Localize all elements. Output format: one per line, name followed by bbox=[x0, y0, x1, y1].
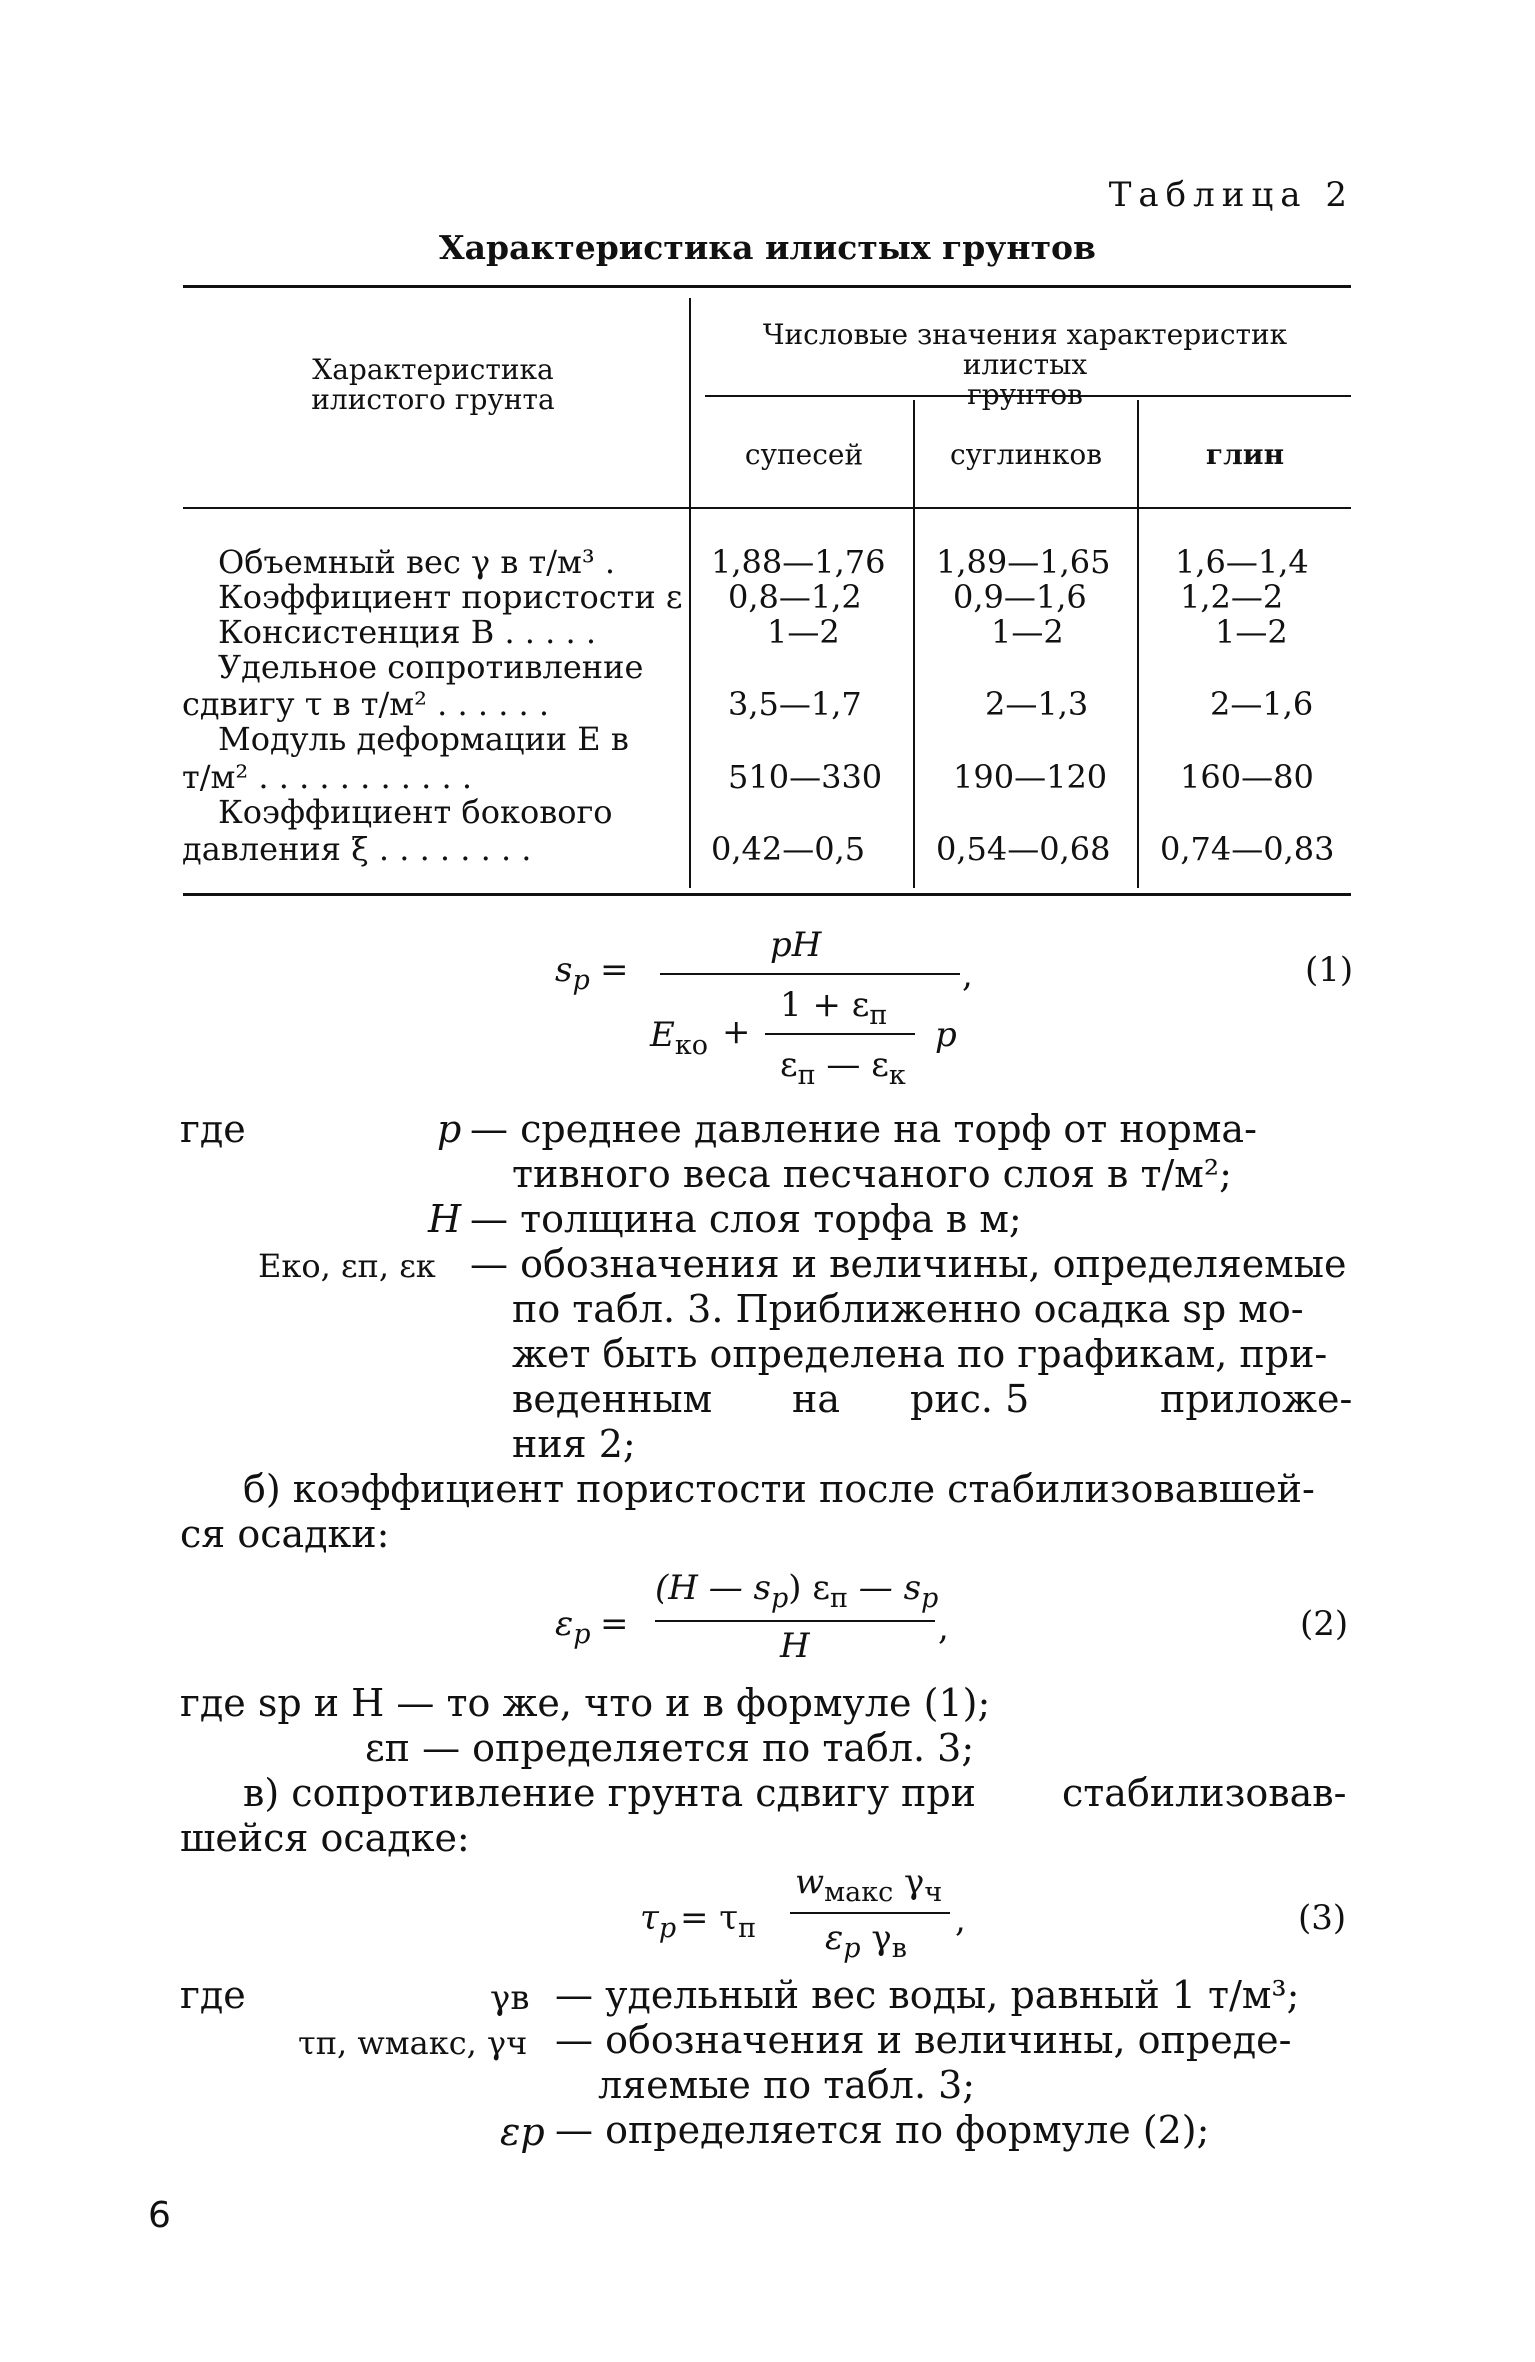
formula2-denominator: H bbox=[780, 1626, 810, 1666]
cell-value: 0,8—1,2 bbox=[728, 578, 862, 616]
header-line: илистого грунта bbox=[311, 383, 555, 416]
definition-e-cont: на bbox=[792, 1377, 840, 1421]
formula2-number: (2) bbox=[1300, 1604, 1349, 1644]
subscript: макс bbox=[824, 1876, 894, 1908]
cell-value: 1—2 bbox=[991, 613, 1064, 651]
definition-e-cont: жет быть определена по графикам, при- bbox=[512, 1332, 1328, 1376]
cell-value: 0,9—1,6 bbox=[953, 578, 1087, 616]
table-subheader-glina: глин bbox=[1205, 438, 1285, 471]
table-header-group bbox=[700, 320, 1350, 410]
formula2-eq: = bbox=[600, 1604, 629, 1644]
formula2-comma: , bbox=[938, 1608, 949, 1648]
formula1-inner-num bbox=[780, 985, 887, 1031]
row-label: давления ξ . . . . . . . . bbox=[182, 830, 532, 868]
cell-value: 1,88—1,76 bbox=[711, 543, 886, 581]
expr: ε bbox=[825, 1918, 844, 1958]
formula2-bar bbox=[655, 1620, 935, 1622]
expr: w bbox=[795, 1862, 825, 1902]
formula1-main-bar bbox=[660, 973, 960, 975]
symbol: E bbox=[650, 1015, 675, 1055]
symbol-ep: εp bbox=[500, 2110, 545, 2154]
cell-value: 510—330 bbox=[728, 758, 883, 796]
subscript: p bbox=[572, 964, 590, 996]
symbol: s bbox=[555, 950, 573, 990]
cell-value: 1,89—1,65 bbox=[936, 543, 1111, 581]
paragraph-b: б) коэффициент пористости после стабилизовавшей- bbox=[243, 1467, 1315, 1511]
subscript: п bbox=[738, 1912, 757, 1944]
row-label: Консистенция B . . . . . bbox=[218, 613, 596, 651]
symbol: τ bbox=[640, 1898, 659, 1938]
definition-e-cont: рис. 5 bbox=[910, 1377, 1030, 1421]
symbol-p: p bbox=[437, 1107, 462, 1151]
symbol-h: H bbox=[428, 1197, 462, 1241]
subscript: p bbox=[658, 1912, 677, 1944]
table-header-first-col bbox=[183, 355, 683, 415]
definition-e: — обозначения и величины, определяемые bbox=[470, 1242, 1347, 1286]
cell-value: 190—120 bbox=[953, 758, 1108, 796]
formula1-lhs bbox=[555, 950, 590, 996]
formula3-comma: , bbox=[955, 1900, 966, 1940]
formula3-numerator bbox=[795, 1862, 942, 1908]
page-number: 6 bbox=[148, 2195, 171, 2236]
subscript: к bbox=[888, 1059, 906, 1091]
definition-h: — толщина слоя торфа в м; bbox=[470, 1197, 1022, 1241]
cell-value: 160—80 bbox=[1180, 758, 1314, 796]
formula1-inner-den bbox=[780, 1045, 906, 1091]
table-col-divider bbox=[913, 400, 915, 888]
subscript: p bbox=[573, 1618, 591, 1650]
formula1-plus: + bbox=[722, 1012, 751, 1052]
formula1-p: p bbox=[935, 1015, 957, 1055]
subscript: p bbox=[921, 1582, 939, 1614]
definition-e-cont: веденным bbox=[512, 1377, 713, 1421]
definition-p-cont: тивного веса песчаного слоя в т/м²; bbox=[512, 1152, 1232, 1196]
paragraph-v: стабилизовав- bbox=[1062, 1771, 1347, 1815]
definition-e-cont: приложе- bbox=[1160, 1377, 1353, 1421]
row-label: т/м² . . . . . . . . . . . bbox=[182, 758, 472, 796]
table-header-rule bbox=[183, 507, 1351, 509]
table-col-divider bbox=[1137, 400, 1139, 888]
paragraph-b-cont: ся осадки: bbox=[180, 1512, 390, 1556]
cell-value: 1,6—1,4 bbox=[1175, 543, 1309, 581]
expr: — ε bbox=[815, 1045, 889, 1085]
cell-value: 0,54—0,68 bbox=[936, 830, 1111, 868]
table-col-divider bbox=[689, 298, 691, 888]
definition-tau: — обозначения и величины, опреде- bbox=[555, 2018, 1292, 2062]
cell-value: 1—2 bbox=[1215, 613, 1288, 651]
expr: γ bbox=[893, 1862, 925, 1902]
table-subheader-suglinok: суглинков bbox=[949, 438, 1103, 471]
subscript: ч bbox=[924, 1876, 943, 1908]
symbol-e: Eко, εп, εк bbox=[258, 1247, 436, 1285]
where-line: где sp и H — то же, что и в формуле (1); bbox=[180, 1681, 991, 1725]
row-label: сдвигу τ в т/м² . . . . . . bbox=[182, 685, 550, 723]
cell-value: 0,74—0,83 bbox=[1160, 830, 1335, 868]
subscript: п bbox=[869, 999, 888, 1031]
expr: 1 + ε bbox=[780, 985, 870, 1025]
expr: ) ε bbox=[788, 1568, 830, 1608]
table-number-label: Таблица 2 bbox=[1108, 175, 1354, 215]
row-label: Удельное сопротивление bbox=[218, 648, 644, 686]
where-label: где bbox=[180, 1973, 246, 2017]
expr: = τ bbox=[680, 1898, 739, 1938]
where-line: εп — определяется по табл. 3; bbox=[365, 1726, 975, 1770]
cell-value: 2—1,3 bbox=[985, 685, 1089, 723]
expr: (H — s bbox=[655, 1568, 771, 1608]
formula3-number: (3) bbox=[1298, 1898, 1347, 1938]
table-subheader-supes: супесей bbox=[744, 438, 864, 471]
formula1-inner-bar bbox=[765, 1033, 915, 1035]
formula3-eq bbox=[680, 1898, 756, 1944]
formula1-numerator: pH bbox=[770, 925, 822, 965]
subscript: в bbox=[891, 1932, 907, 1964]
formula3-lhs bbox=[640, 1898, 676, 1944]
formula1-eq: = bbox=[600, 950, 629, 990]
paragraph-v: в) сопротивление грунта сдвигу при bbox=[243, 1771, 976, 1815]
definition-e-cont: ния 2; bbox=[512, 1422, 636, 1466]
where-label: где bbox=[180, 1107, 246, 1151]
cell-value: 1—2 bbox=[767, 613, 840, 651]
expr: — s bbox=[847, 1568, 922, 1608]
table-bottom-rule bbox=[183, 893, 1351, 896]
header-line: Характеристика bbox=[312, 353, 554, 386]
formula1-comma: , bbox=[962, 955, 973, 995]
symbol-gamma-v: γв bbox=[490, 1978, 530, 2018]
row-label: Модуль деформации E в bbox=[218, 720, 629, 758]
subscript: п bbox=[829, 1582, 848, 1614]
expr: γ bbox=[860, 1918, 892, 1958]
table-title: Характеристика илистых грунтов bbox=[439, 228, 1096, 267]
paragraph-v-cont: шейся осадке: bbox=[180, 1816, 470, 1860]
subscript: p bbox=[843, 1932, 861, 1964]
definition-tau-cont: ляемые по табл. 3; bbox=[598, 2063, 976, 2107]
header-line: Числовые значения характеристик илистых bbox=[762, 318, 1288, 381]
cell-value: 3,5—1,7 bbox=[728, 685, 862, 723]
definition-ep: — определяется по формуле (2); bbox=[555, 2108, 1210, 2152]
formula3-bar bbox=[790, 1912, 950, 1914]
cell-value: 2—1,6 bbox=[1210, 685, 1314, 723]
header-line: грунтов bbox=[967, 378, 1083, 411]
symbol: ε bbox=[555, 1604, 574, 1644]
table-top-rule bbox=[183, 285, 1351, 288]
row-label: Коэффициент бокового bbox=[218, 793, 613, 831]
cell-value: 1,2—2 bbox=[1180, 578, 1284, 616]
expr: ε bbox=[780, 1045, 798, 1085]
formula2-lhs bbox=[555, 1604, 591, 1650]
definition-p: — среднее давление на торф от норма- bbox=[470, 1107, 1257, 1151]
formula3-denominator bbox=[825, 1918, 907, 1964]
subscript: п bbox=[797, 1059, 816, 1091]
subscript: ко bbox=[674, 1029, 708, 1061]
row-label: Объемный вес γ в т/м³ . bbox=[218, 543, 616, 581]
row-label: Коэффициент пористости ε bbox=[218, 578, 683, 616]
definition-e-cont: по табл. 3. Приближенно осадка sp мо- bbox=[512, 1287, 1304, 1331]
cell-value: 0,42—0,5 bbox=[711, 830, 866, 868]
formula1-eko bbox=[650, 1015, 708, 1061]
symbol-tau: τп, wмакс, γч bbox=[298, 2024, 528, 2062]
subscript: p bbox=[770, 1582, 789, 1614]
formula1-number: (1) bbox=[1305, 950, 1354, 990]
formula2-numerator bbox=[655, 1568, 938, 1614]
definition-gamma-v: — удельный вес воды, равный 1 т/м³; bbox=[555, 1973, 1300, 2017]
